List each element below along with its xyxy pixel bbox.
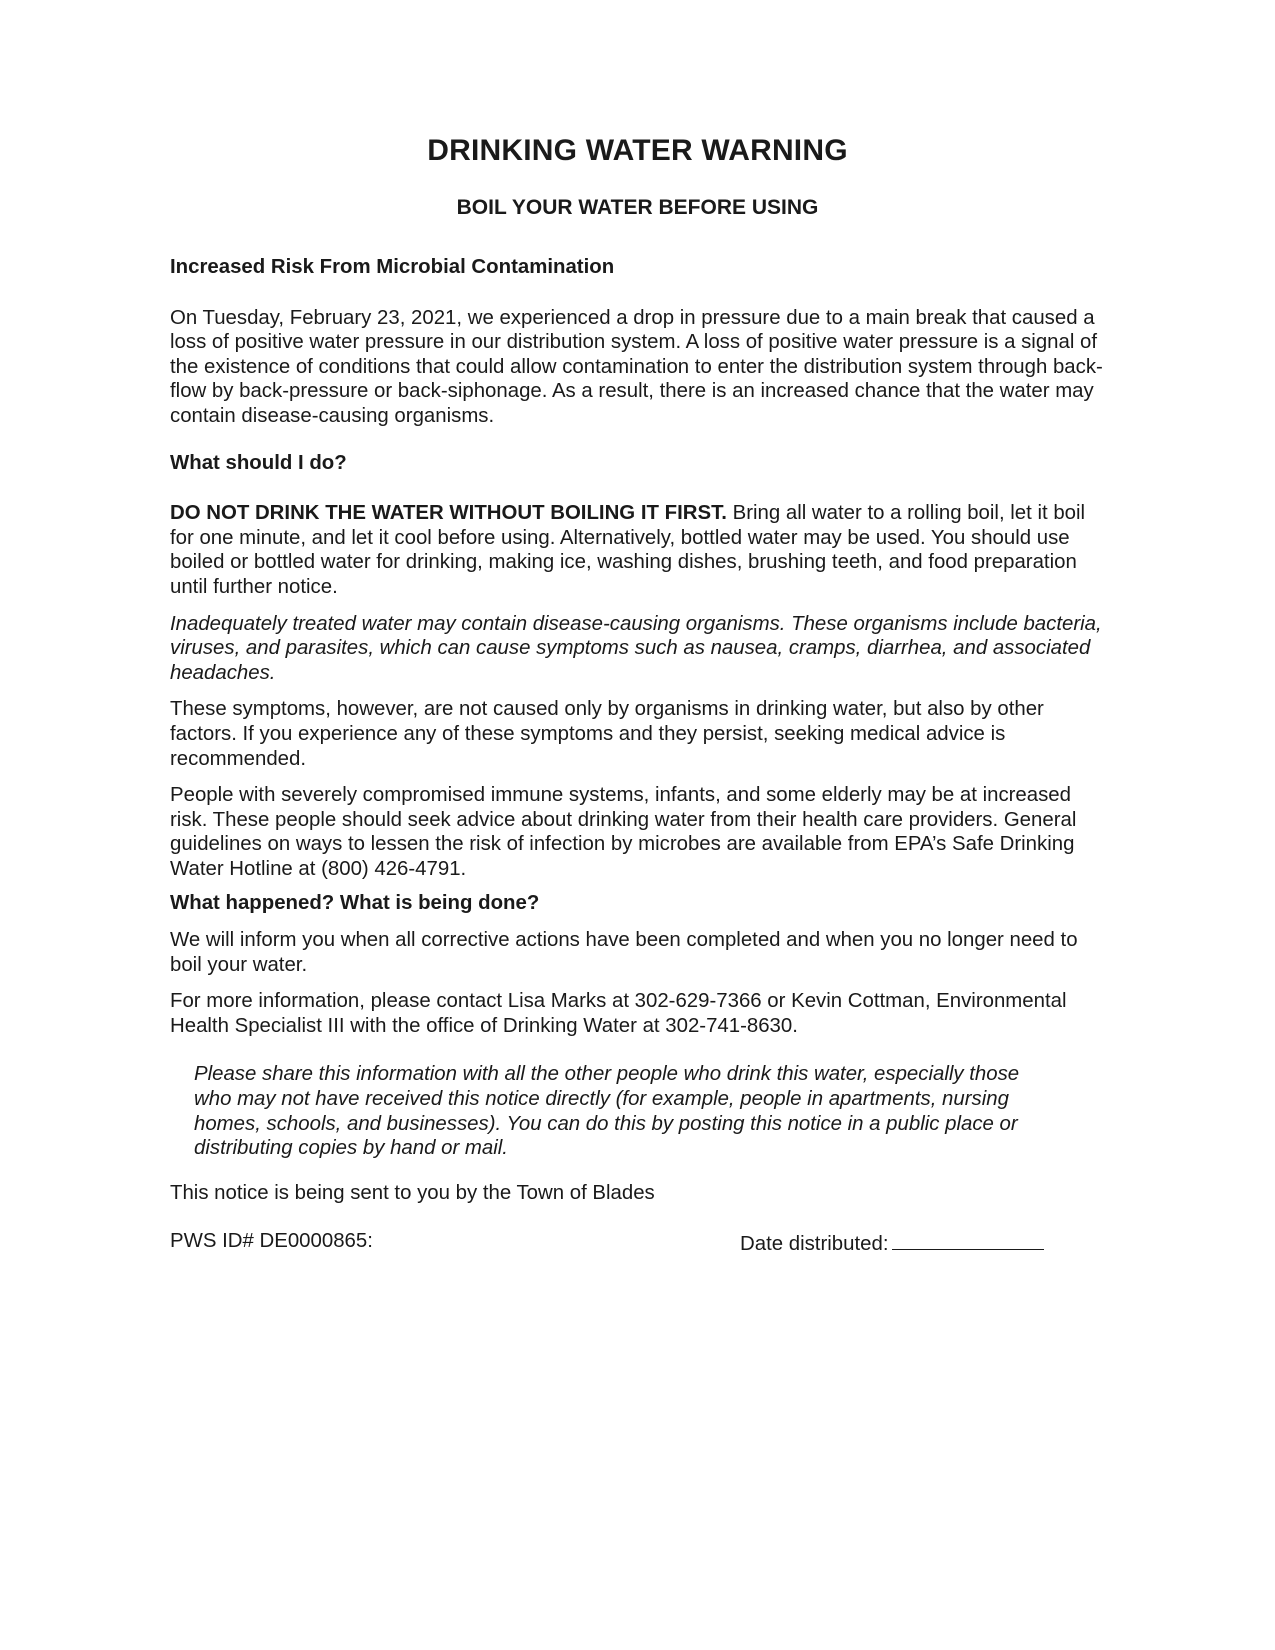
contact-paragraph: For more information, please contact Lisa Marks at 302-629-7366 or Kevin Cottman, Environmental Health Specialist III with the office of Drinking Water at 302-741-8630. <box>170 990 1067 1037</box>
boil-instructions-text: Bring all water to a rolling boil, let it boil for one minute, and let it cool before using. Alternatively, bottled water may be used. You should use boiled or bottled water for drinking, making ice, washing dishes, brushing teeth, and food preparation until further notice. <box>170 502 1086 598</box>
footer-row <box>170 1229 1105 1255</box>
what-to-do-heading: What should I do? <box>170 451 347 474</box>
document-title: DRINKING WATER WARNING <box>427 134 848 167</box>
document-subtitle: BOIL YOUR WATER BEFORE USING <box>456 196 819 219</box>
share-notice-paragraph: Please share this information with all the other people who drink this water, especially those who may not have received this notice directly (for example, people in apartments, nursing homes, schools, and businesses). You can do this by posting this notice in a public place or distributing copies by hand or mail. <box>194 1063 1020 1160</box>
notice-body <box>170 255 1105 1255</box>
date-distributed <box>740 1229 1044 1257</box>
date-distributed-label: Date distributed: <box>740 1233 889 1256</box>
pws-id: PWS ID# DE0000865: <box>170 1230 373 1253</box>
organisms-note: Inadequately treated water may contain disease-causing organisms. These organisms include bacteria, viruses, and parasites, which can cause symptoms such as nausea, cramps, diarrhea, and associated headaches. <box>170 612 1102 684</box>
at-risk-paragraph: People with severely compromised immune systems, infants, and some elderly may be at increased risk. These people should seek advice about drinking water from their health care providers. General guidelines on ways to lessen the risk of infection by microbes are available from EPA’s Safe Drinking Water Hotline at (800) 426-4791. <box>170 784 1077 880</box>
risk-heading: Increased Risk From Microbial Contamination <box>170 256 615 278</box>
sender-line: This notice is being sent to you by the Town of Blades <box>170 1181 655 1204</box>
date-blank-line <box>892 1229 1044 1250</box>
boil-warning-bold: DO NOT DRINK THE WATER WITHOUT BOILING IT FIRST. <box>170 502 727 525</box>
what-happened-heading: What happened? What is being done? <box>170 892 540 915</box>
risk-paragraph: On Tuesday, February 23, 2021, we experienced a drop in pressure due to a main break that caused a loss of positive water pressure in our distribution system. A loss of positive water pressure is a signal of the existence of conditions that could allow contamination to enter the distribution system through back-flow by back-pressure or back-siphonage. As a result, there is an increased chance that the water may contain disease-causing organisms. <box>170 306 1103 427</box>
inform-paragraph: We will inform you when all corrective actions have been completed and when you no longer need to boil your water. <box>170 929 1078 976</box>
boil-instructions-paragraph <box>170 501 1105 599</box>
symptoms-paragraph: These symptoms, however, are not caused only by organisms in drinking water, but also by other factors. If you experience any of these symptoms and they persist, seeking medical advice is recommended. <box>170 698 1044 770</box>
